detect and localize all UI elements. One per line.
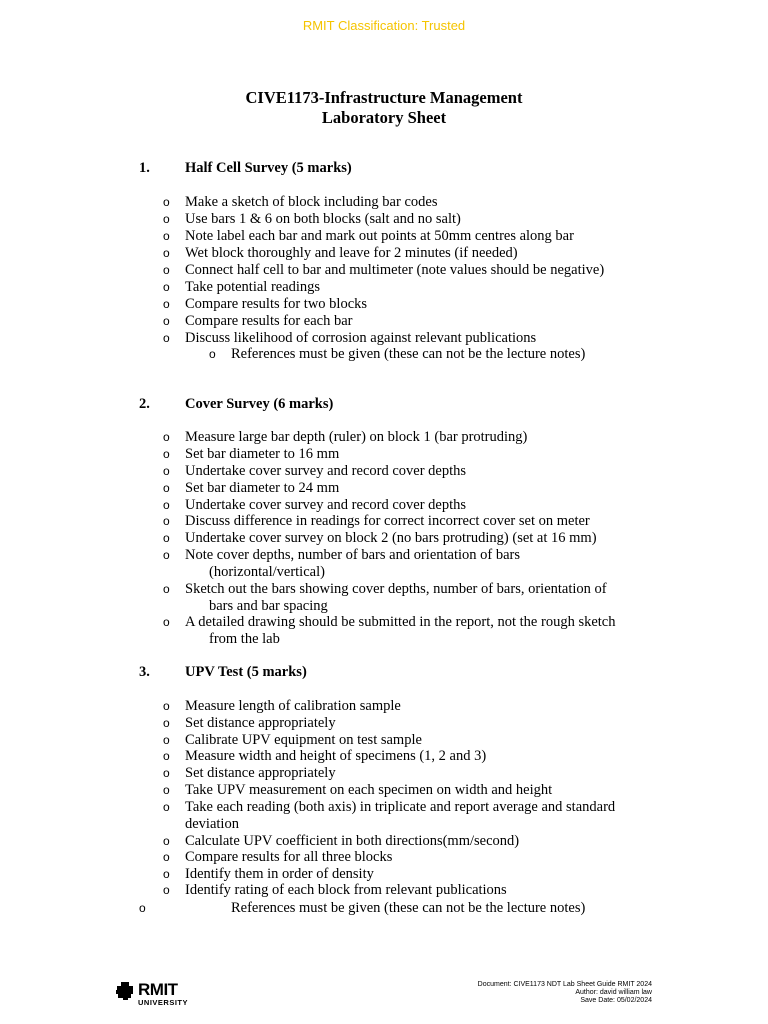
bullet-icon: o	[163, 229, 170, 243]
logo-name: RMIT	[138, 980, 178, 999]
bullet-icon: o	[163, 883, 170, 897]
list-item-text: Set distance appropriately	[185, 765, 336, 781]
list-item-text: Set distance appropriately	[185, 715, 336, 731]
bullet-icon: o	[163, 246, 170, 260]
document-title: CIVE1173-Infrastructure Management	[245, 88, 523, 107]
bullet-icon: o	[163, 297, 170, 311]
bullet-icon: o	[163, 749, 170, 763]
list-item-text: Note label each bar and mark out points at 50mm centres along bar	[185, 228, 574, 244]
bullet-icon: o	[163, 867, 170, 881]
list-item-text: Note cover depths, number of bars and orientation of bars	[185, 547, 521, 563]
list-item-text: Compare results for all three blocks	[185, 849, 393, 865]
document-footer	[478, 981, 652, 1005]
list-item-text: Undertake cover survey and record cover depths	[185, 497, 467, 513]
list-item-text: Undertake cover survey on block 2 (no bars protruding) (set at 16 mm)	[185, 530, 597, 546]
bullet-icon: o	[163, 464, 170, 478]
list-item-text: References must be given (these can not be the lecture notes)	[231, 346, 586, 362]
section-number: 2.	[139, 396, 150, 412]
section-title: UPV Test (5 marks)	[185, 664, 307, 680]
list-item-text: Sketch out the bars showing cover depths, number of bars, orientation of	[185, 581, 607, 597]
bullet-icon: o	[209, 347, 216, 361]
bullet-icon: o	[163, 331, 170, 345]
bullet-icon: o	[163, 766, 170, 780]
logo-subtitle: UNIVERSITY	[138, 998, 189, 1007]
bullet-icon: o	[163, 783, 170, 797]
bullet-icon: o	[163, 531, 170, 545]
list-item-text: Identify rating of each block from relevant publications	[185, 882, 507, 898]
list-item-text: Wet block thoroughly and leave for 2 minutes (if needed)	[185, 245, 518, 261]
list-item-text: Make a sketch of block including bar codes	[185, 194, 438, 210]
bullet-icon: o	[163, 447, 170, 461]
bullet-icon: o	[163, 733, 170, 747]
list-item-text: Use bars 1 & 6 on both blocks (salt and no salt)	[185, 211, 461, 227]
bullet-icon: o	[163, 800, 170, 814]
document-subtitle: Laboratory Sheet	[321, 108, 447, 127]
rmit-pixel-logo-icon	[116, 982, 134, 1000]
list-item-text: Measure length of calibration sample	[185, 698, 401, 714]
bullet-icon: o	[163, 280, 170, 294]
list-item-text: Undertake cover survey and record cover depths	[185, 463, 467, 479]
list-item-text: Measure width and height of specimens (1, 2 and 3)	[185, 748, 487, 764]
list-item-text: Calculate UPV coefficient in both directions(mm/second)	[185, 833, 520, 849]
list-item-continuation: (horizontal/vertical)	[209, 564, 325, 580]
list-item-text: References must be given (these can not be the lecture notes)	[231, 900, 586, 916]
bullet-icon: o	[163, 514, 170, 528]
bullet-icon: o	[163, 548, 170, 562]
list-item-text: Set bar diameter to 16 mm	[185, 446, 340, 462]
list-item-text: A detailed drawing should be submitted in the report, not the rough sketch	[185, 614, 616, 630]
bullet-icon: o	[163, 850, 170, 864]
list-item-continuation: from the lab	[209, 631, 280, 647]
bullet-icon: o	[163, 834, 170, 848]
footer-author: Author: david william law	[575, 989, 652, 996]
section-number: 1.	[139, 160, 150, 176]
bullet-icon: o	[163, 498, 170, 512]
list-item-text: Compare results for each bar	[185, 313, 353, 329]
list-item-text: Set bar diameter to 24 mm	[185, 480, 340, 496]
bullet-icon: o	[163, 212, 170, 226]
list-item-text: Discuss difference in readings for correct incorrect cover set on meter	[185, 513, 590, 529]
rmit-logo	[116, 980, 206, 1010]
list-item-text: Take potential readings	[185, 279, 321, 295]
bullet-icon: o	[163, 314, 170, 328]
section-title: Half Cell Survey (5 marks)	[185, 160, 352, 176]
bullet-icon: o	[163, 195, 170, 209]
bullet-icon: o	[139, 901, 146, 915]
bullet-icon: o	[163, 615, 170, 629]
list-item-text: Calibrate UPV equipment on test sample	[185, 732, 422, 748]
footer-save-date: Save Date: 05/02/2024	[580, 997, 652, 1004]
footer-document: Document: CIVE1173 NDT Lab Sheet Guide RMIT 2024	[477, 981, 652, 988]
bullet-icon: o	[163, 699, 170, 713]
classification-label: RMIT Classification: Trusted	[302, 18, 466, 33]
list-item-text: Identify them in order of density	[185, 866, 374, 882]
bullet-icon: o	[163, 481, 170, 495]
list-item-text: Take each reading (both axis) in triplicate and report average and standard	[185, 799, 616, 815]
list-item-text: Discuss likelihood of corrosion against relevant publications	[185, 330, 537, 346]
list-item-continuation: bars and bar spacing	[209, 598, 328, 614]
list-item-text: Connect half cell to bar and multimeter (note values should be negative)	[185, 262, 605, 278]
list-item-continuation: deviation	[185, 816, 239, 832]
bullet-icon: o	[163, 263, 170, 277]
bullet-icon: o	[163, 582, 170, 596]
bullet-icon: o	[163, 430, 170, 444]
list-item-text: Take UPV measurement on each specimen on width and height	[185, 782, 553, 798]
section-number: 3.	[139, 664, 150, 680]
list-item-text: Compare results for two blocks	[185, 296, 368, 312]
bullet-icon: o	[163, 716, 170, 730]
list-item-text: Measure large bar depth (ruler) on block 1 (bar protruding)	[185, 429, 528, 445]
section-title: Cover Survey (6 marks)	[185, 396, 334, 412]
